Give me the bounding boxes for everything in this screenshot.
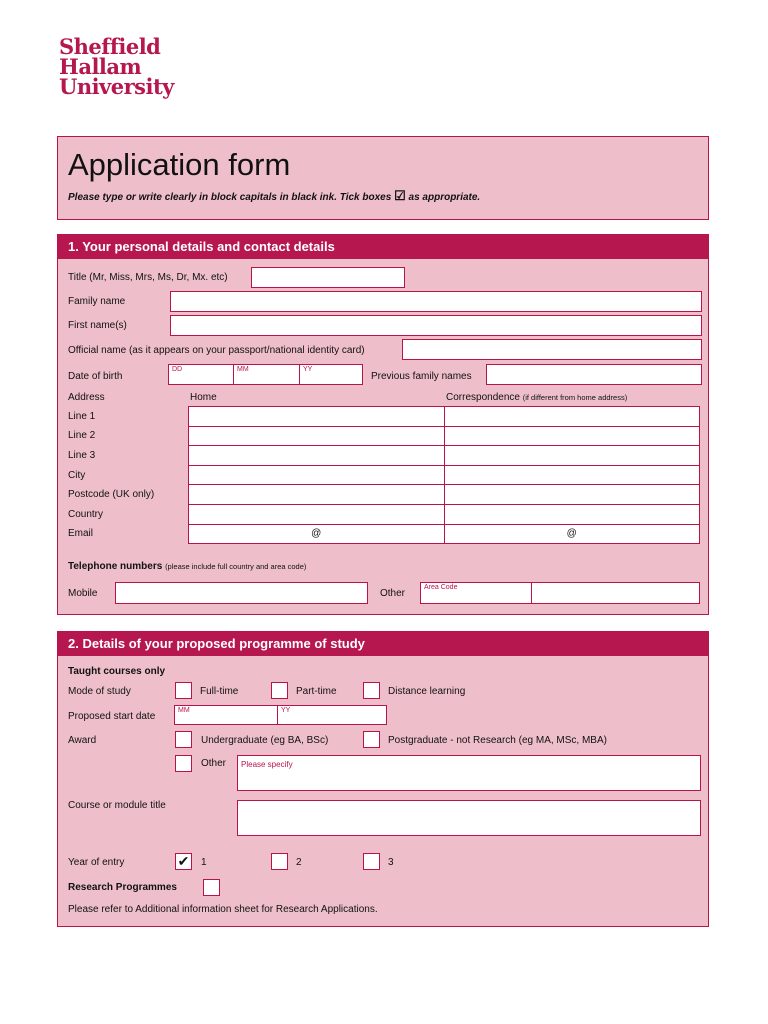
dob-day-field[interactable] [168, 364, 234, 385]
official-name-field[interactable] [402, 339, 702, 360]
section-personal-details [57, 234, 709, 615]
address-row-label: Country [68, 509, 104, 520]
correspondence-email-field[interactable] [444, 524, 700, 544]
year-1-label: 1 [201, 857, 207, 868]
table-row [189, 485, 700, 505]
previous-names-field[interactable] [486, 364, 702, 385]
home-email-field[interactable] [189, 524, 445, 544]
instructions-text: Please type or write clearly in block capitals in black ink. Tick boxes [68, 192, 392, 203]
start-year-placeholder: YY [281, 707, 291, 714]
address-row-label: Postcode (UK only) [68, 489, 155, 500]
start-month-placeholder: MM [178, 707, 190, 714]
distance-learning-checkbox[interactable] [363, 682, 380, 699]
correspondence-country-field[interactable] [444, 504, 700, 524]
address-row-label: Line 1 [68, 411, 96, 422]
part-time-label: Part-time [296, 686, 337, 697]
postgraduate-checkbox[interactable] [363, 731, 380, 748]
logo-line-2: Hallam [59, 54, 142, 79]
family-name-field[interactable] [170, 291, 702, 312]
year-3-label: 3 [388, 857, 394, 868]
correspondence-line2-field[interactable] [444, 426, 700, 446]
award-label: Award [68, 735, 97, 746]
correspondence-label: Correspondence [446, 392, 520, 403]
address-row-label: Email [68, 528, 94, 539]
course-title-field[interactable] [237, 800, 701, 836]
research-programmes-label: Research Programmes [68, 882, 177, 893]
address-row-label: Line 2 [68, 430, 96, 441]
mobile-label: Mobile [68, 588, 98, 599]
dob-label: Date of birth [68, 371, 123, 382]
at-sign: @ [311, 528, 322, 540]
year-3-checkbox[interactable] [363, 853, 380, 870]
dob-year-placeholder: YY [303, 366, 313, 373]
first-names-field[interactable] [170, 315, 702, 336]
title-field[interactable] [251, 267, 405, 288]
table-row [189, 504, 700, 524]
at-sign: @ [566, 528, 577, 540]
year-of-entry-label: Year of entry [68, 857, 125, 868]
title-panel [57, 136, 709, 220]
section-programme-details [57, 631, 709, 927]
checkmark-icon: ✔ [177, 853, 190, 869]
telephone-note: (please include full country and area code) [165, 562, 307, 571]
mobile-field[interactable] [115, 582, 368, 604]
first-names-label: First name(s) [68, 320, 127, 331]
undergraduate-label: Undergraduate (eg BA, BSc) [201, 735, 329, 746]
section-2-heading: 2. Details of your proposed programme of study [58, 632, 708, 656]
year-2-checkbox[interactable] [271, 853, 288, 870]
correspondence-postcode-field[interactable] [444, 485, 700, 505]
table-row [189, 407, 700, 427]
other-phone-number-field[interactable] [531, 582, 700, 604]
home-city-field[interactable] [189, 465, 445, 485]
table-row [189, 465, 700, 485]
distance-learning-label: Distance learning [388, 686, 466, 697]
form-instructions [68, 190, 480, 204]
home-line1-field[interactable] [189, 407, 445, 427]
instructions-tail: as appropriate. [408, 192, 481, 203]
address-row-label: City [68, 470, 86, 481]
full-time-checkbox[interactable] [175, 682, 192, 699]
correspondence-line1-field[interactable] [444, 407, 700, 427]
previous-names-label: Previous family names [371, 371, 472, 382]
start-date-label: Proposed start date [68, 711, 156, 722]
correspondence-note: (if different from home address) [522, 393, 628, 402]
research-programmes-checkbox[interactable] [203, 879, 220, 896]
home-postcode-field[interactable] [189, 485, 445, 505]
undergraduate-checkbox[interactable] [175, 731, 192, 748]
telephone-label: Telephone numbers [68, 561, 163, 572]
dob-day-placeholder: DD [172, 366, 183, 373]
logo-line-3: University [59, 74, 174, 99]
other-award-checkbox[interactable] [175, 755, 192, 772]
home-line3-field[interactable] [189, 446, 445, 466]
table-row [189, 524, 700, 544]
dob-year-field[interactable] [299, 364, 363, 385]
other-phone-label: Other [380, 588, 406, 599]
address-grid [188, 406, 700, 544]
section-1-heading: 1. Your personal details and contact details [58, 235, 708, 259]
dob-month-field[interactable] [233, 364, 300, 385]
start-month-field[interactable] [174, 705, 278, 725]
other-phone-area-code-field[interactable] [420, 582, 532, 604]
postgraduate-label: Postgraduate - not Research (eg MA, MSc, MBA) [388, 735, 607, 746]
taught-courses-label: Taught courses only [68, 666, 166, 677]
home-country-field[interactable] [189, 504, 445, 524]
please-specify-placeholder: Please specify [241, 760, 293, 769]
tick-box-icon: ☑ [394, 188, 406, 203]
logo-line-1: Sheffield [59, 34, 161, 59]
table-row [189, 446, 700, 466]
start-year-field[interactable] [277, 705, 387, 725]
part-time-checkbox[interactable] [271, 682, 288, 699]
other-award-label: Other [201, 758, 227, 769]
area-code-placeholder: Area Code [424, 584, 458, 591]
address-label: Address [68, 392, 105, 403]
home-line2-field[interactable] [189, 426, 445, 446]
official-name-label: Official name (as it appears on your passport/national identity card) [68, 345, 365, 356]
mode-of-study-label: Mode of study [68, 686, 131, 697]
year-1-checkbox[interactable] [175, 853, 192, 870]
correspondence-line3-field[interactable] [444, 446, 700, 466]
course-title-label: Course or module title [68, 800, 166, 811]
research-note: Please refer to Additional information sheet for Research Applications. [68, 904, 378, 915]
year-2-label: 2 [296, 857, 302, 868]
dob-month-placeholder: MM [237, 366, 249, 373]
form-title: Application form [68, 147, 291, 182]
family-name-label: Family name [68, 296, 126, 307]
full-time-label: Full-time [200, 686, 239, 697]
title-label: Title (Mr, Miss, Mrs, Ms, Dr, Mx. etc) [68, 272, 228, 283]
telephone-heading [68, 561, 306, 573]
correspondence-city-field[interactable] [444, 465, 700, 485]
address-row-label: Line 3 [68, 450, 96, 461]
correspondence-column-label [446, 392, 627, 404]
home-column-label: Home [190, 392, 217, 403]
table-row [189, 426, 700, 446]
other-award-specify-field[interactable] [237, 755, 701, 791]
university-logo [59, 34, 174, 99]
